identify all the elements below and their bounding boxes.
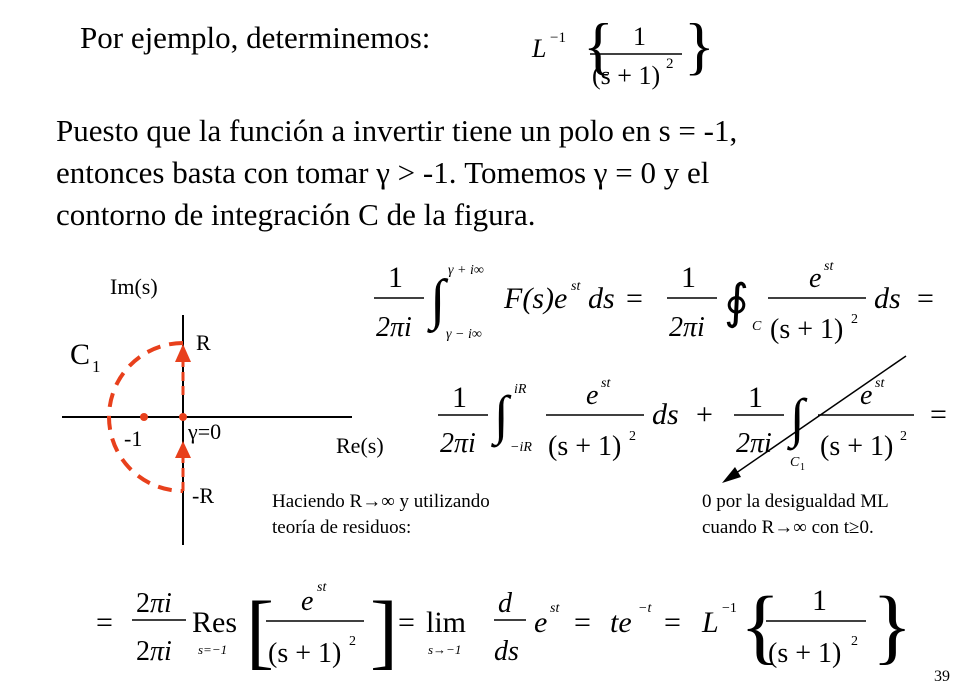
l2-ds: ds bbox=[652, 398, 679, 431]
l3-e-st: st bbox=[550, 601, 560, 616]
header-den: (s + 1) bbox=[592, 61, 661, 90]
l1-den: (s + 1) bbox=[770, 314, 844, 345]
l2-den-exp-2: 2 bbox=[900, 429, 907, 444]
header-den-exp: 2 bbox=[666, 56, 674, 72]
formula-line-1 bbox=[374, 259, 934, 345]
l1-eq-1: = bbox=[626, 282, 643, 315]
l1-den-exp: 2 bbox=[851, 312, 858, 327]
l3-eq-1: = bbox=[96, 606, 113, 639]
l3-d: d bbox=[498, 588, 512, 619]
paragraph-line-2: entonces basta con tomar γ > -1. Tomemos γ = 0 y el bbox=[56, 155, 710, 190]
upper-arrowhead bbox=[175, 344, 191, 362]
paragraph-line-1: Puesto que la función a invertir tiene un polo en s = -1, bbox=[56, 113, 738, 148]
l3-eq-2: = bbox=[398, 606, 415, 639]
l1-upper-limit: γ + i∞ bbox=[448, 263, 484, 278]
formula-line-3 bbox=[96, 580, 912, 678]
l2-eq: = bbox=[930, 398, 947, 431]
bottom-R-label: -R bbox=[192, 483, 214, 508]
axis-x-label: Re(s) bbox=[336, 433, 384, 458]
header-right-brace: } bbox=[684, 10, 715, 81]
axis-y-label: Im(s) bbox=[110, 274, 158, 299]
l1-eq-2: = bbox=[917, 282, 934, 315]
ml-note-line-1: 0 por la desigualdad ML bbox=[702, 491, 889, 512]
l3-brace-den: (s + 1) bbox=[768, 638, 842, 669]
top-R-label: R bbox=[196, 330, 211, 355]
l2-frac-num: 1 bbox=[452, 381, 467, 414]
pole-label: -1 bbox=[124, 426, 143, 451]
page-number: 39 bbox=[934, 668, 950, 685]
l2-num-e: e bbox=[586, 380, 599, 411]
origin-point bbox=[179, 413, 187, 421]
l1-exp-st: st bbox=[571, 279, 581, 294]
l2-frac2-num: 1 bbox=[748, 381, 763, 414]
contour-label: C bbox=[70, 338, 91, 371]
l3-brace-den-exp: 2 bbox=[851, 634, 858, 649]
l1-frac-den: 2πi bbox=[376, 312, 412, 343]
l2-den-2: (s + 1) bbox=[820, 431, 894, 462]
l3-brace-num: 1 bbox=[812, 584, 827, 617]
l2-num-st-2: st bbox=[875, 376, 885, 391]
l3-left-brace: { bbox=[740, 580, 781, 673]
l1-ds-2: ds bbox=[874, 282, 901, 315]
header-num: 1 bbox=[633, 22, 646, 51]
l3-frac-num: 2πi bbox=[136, 588, 172, 619]
l2-den: (s + 1) bbox=[548, 431, 622, 462]
header-L: L bbox=[532, 34, 547, 63]
l1-contour-integral: ∮ bbox=[724, 276, 750, 329]
ml-note-line-2: cuando R→∞ con t≥0. bbox=[702, 517, 874, 538]
l1-integrand: F(s)e bbox=[504, 282, 568, 315]
l2-plus: + bbox=[696, 398, 713, 431]
l3-eq-3: = bbox=[574, 606, 591, 639]
l3-L-exp: −1 bbox=[722, 601, 737, 616]
strike-arrow-head bbox=[722, 467, 741, 483]
residue-note-line-2: teoría de residuos: bbox=[272, 517, 412, 538]
slide-heading: Por ejemplo, determinemos: bbox=[80, 20, 431, 55]
l1-ds: ds bbox=[588, 282, 615, 315]
l2-c1-sub: 1 bbox=[800, 462, 805, 473]
contour-subscript: 1 bbox=[92, 357, 101, 376]
l3-num-e: e bbox=[301, 586, 314, 617]
l3-te: te bbox=[610, 606, 632, 639]
paragraph-line-3: contorno de integración C de la figura. bbox=[56, 197, 536, 232]
header-L-exp: −1 bbox=[550, 30, 566, 46]
header-formula bbox=[531, 10, 715, 90]
l3-den: (s + 1) bbox=[268, 638, 342, 669]
l1-num-st: st bbox=[824, 259, 834, 274]
l3-res-sub: s=−1 bbox=[198, 642, 228, 657]
l1-frac-num: 1 bbox=[388, 261, 403, 294]
header-left-brace: { bbox=[583, 10, 614, 81]
l2-frac2-den: 2πi bbox=[736, 428, 772, 459]
l3-eq-4: = bbox=[664, 606, 681, 639]
l3-lim-sub: s→−1 bbox=[428, 642, 462, 657]
l2-lower-limit: −iR bbox=[510, 440, 532, 455]
formula-line-2 bbox=[438, 376, 947, 473]
l2-upper-limit: iR bbox=[514, 382, 527, 397]
l2-num-e-2: e bbox=[860, 380, 873, 411]
l3-num-st: st bbox=[317, 580, 327, 595]
l2-num-st: st bbox=[601, 376, 611, 391]
l1-frac2-num: 1 bbox=[681, 261, 696, 294]
l2-integral-sign-2: ∫ bbox=[790, 388, 805, 448]
residue-note-line-1: Haciendo R→∞ y utilizando bbox=[272, 491, 490, 512]
l1-frac2-den: 2πi bbox=[669, 312, 705, 343]
l1-contour-sub: C bbox=[752, 319, 762, 334]
l3-left-bracket: [ bbox=[246, 585, 274, 678]
l3-dds: ds bbox=[494, 636, 519, 667]
l3-res: Res bbox=[192, 606, 237, 639]
l3-lim: lim bbox=[426, 606, 467, 639]
l2-c1: C bbox=[790, 455, 800, 470]
l1-lower-limit: γ − i∞ bbox=[446, 327, 482, 342]
l3-frac-den: 2πi bbox=[136, 636, 172, 667]
l1-num-e: e bbox=[809, 263, 822, 294]
l3-den-exp: 2 bbox=[349, 634, 356, 649]
l3-right-bracket: ] bbox=[370, 585, 398, 678]
l2-frac-den: 2πi bbox=[440, 428, 476, 459]
l3-te-exp: −t bbox=[638, 601, 652, 616]
l3-e: e bbox=[534, 606, 548, 639]
pole-point bbox=[140, 413, 148, 421]
l1-integral-sign: ∫ bbox=[430, 269, 446, 331]
l2-den-exp: 2 bbox=[629, 429, 636, 444]
l3-right-brace: } bbox=[872, 580, 913, 673]
l2-integral-sign: ∫ bbox=[494, 385, 509, 445]
l3-L: L bbox=[702, 606, 719, 639]
gamma-label: γ=0 bbox=[188, 419, 222, 444]
